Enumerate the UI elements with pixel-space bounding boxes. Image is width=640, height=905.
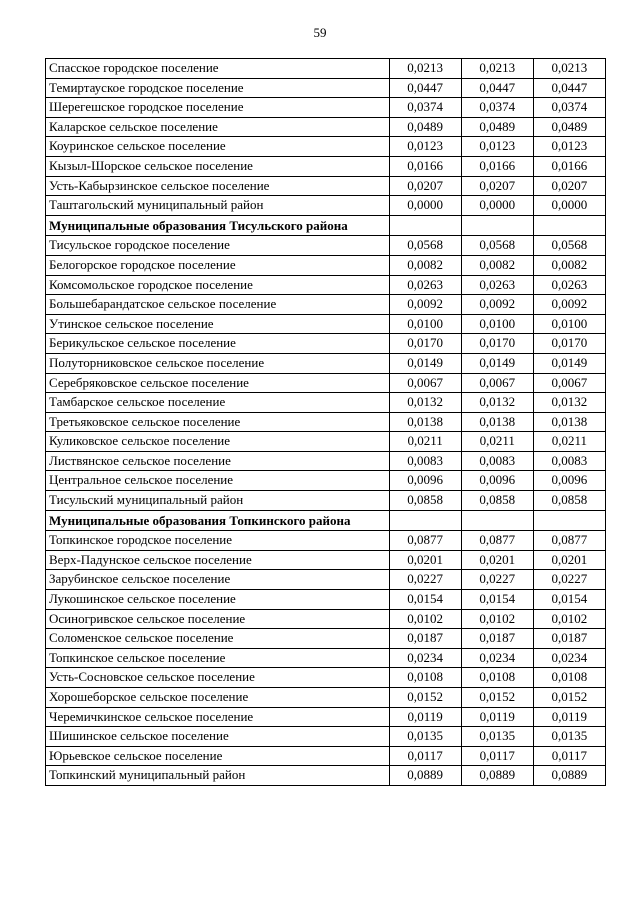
table-row (46, 295, 606, 315)
value-cell-2: 0,0083 (461, 451, 533, 471)
value-cell-3: 0,0152 (533, 688, 605, 708)
value-cell-1: 0,0067 (389, 373, 461, 393)
value-cell-3: 0,0877 (533, 531, 605, 551)
value-cell-3: 0,0187 (533, 629, 605, 649)
table-row (46, 314, 606, 334)
value-cell-3: 0,0234 (533, 648, 605, 668)
value-cell-1: 0,0166 (389, 156, 461, 176)
value-cell-3: 0,0211 (533, 432, 605, 452)
table-row (46, 255, 606, 275)
table-row (46, 176, 606, 196)
value-cell-2: 0,0213 (461, 59, 533, 79)
settlement-name: Тисульский муниципальный район (46, 491, 390, 511)
value-cell-3: 0,0154 (533, 590, 605, 610)
table-row (46, 491, 606, 511)
value-cell-3: 0,0858 (533, 491, 605, 511)
section-title: Муниципальные образования Тисульского района (46, 215, 390, 236)
settlement-name: Полуторниковское сельское поселение (46, 353, 390, 373)
value-cell-1 (389, 510, 461, 531)
value-cell-1: 0,0263 (389, 275, 461, 295)
settlement-name: Белогорское городское поселение (46, 255, 390, 275)
table-row (46, 156, 606, 176)
value-cell-2: 0,0374 (461, 98, 533, 118)
value-cell-3: 0,0083 (533, 451, 605, 471)
value-cell-2: 0,0102 (461, 609, 533, 629)
value-cell-3: 0,0092 (533, 295, 605, 315)
table-row (46, 59, 606, 79)
value-cell-3: 0,0447 (533, 78, 605, 98)
value-cell-3: 0,0138 (533, 412, 605, 432)
value-cell-2: 0,0082 (461, 255, 533, 275)
value-cell-2: 0,0117 (461, 746, 533, 766)
value-cell-3: 0,0213 (533, 59, 605, 79)
value-cell-2: 0,0858 (461, 491, 533, 511)
value-cell-1: 0,0858 (389, 491, 461, 511)
value-cell-3: 0,0123 (533, 137, 605, 157)
value-cell-3: 0,0374 (533, 98, 605, 118)
value-cell-1: 0,0877 (389, 531, 461, 551)
value-cell-2: 0,0123 (461, 137, 533, 157)
value-cell-2: 0,0152 (461, 688, 533, 708)
value-cell-2: 0,0092 (461, 295, 533, 315)
value-cell-2: 0,0187 (461, 629, 533, 649)
value-cell-2: 0,0234 (461, 648, 533, 668)
value-cell-3: 0,0082 (533, 255, 605, 275)
table-row (46, 78, 606, 98)
value-cell-1: 0,0213 (389, 59, 461, 79)
value-cell-3: 0,0000 (533, 196, 605, 216)
table-row (46, 766, 606, 786)
settlement-name: Топкинское сельское поселение (46, 648, 390, 668)
value-cell-2: 0,0096 (461, 471, 533, 491)
settlement-name: Лукошинское сельское поселение (46, 590, 390, 610)
value-cell-1: 0,0170 (389, 334, 461, 354)
table-row (46, 570, 606, 590)
section-title: Муниципальные образования Топкинского района (46, 510, 390, 531)
settlement-name: Куликовское сельское поселение (46, 432, 390, 452)
settlement-name: Большебарандатское сельское поселение (46, 295, 390, 315)
value-cell-1: 0,0000 (389, 196, 461, 216)
settlement-name: Шишинское сельское поселение (46, 727, 390, 747)
settlement-name: Таштагольский муниципальный район (46, 196, 390, 216)
table-row (46, 746, 606, 766)
value-cell-1: 0,0123 (389, 137, 461, 157)
table-row (46, 727, 606, 747)
value-cell-1: 0,0447 (389, 78, 461, 98)
value-cell-2: 0,0119 (461, 707, 533, 727)
value-cell-3: 0,0149 (533, 353, 605, 373)
table-row (46, 432, 606, 452)
settlement-name: Комсомольское городское поселение (46, 275, 390, 295)
settlement-name: Коуринское сельское поселение (46, 137, 390, 157)
value-cell-3: 0,0100 (533, 314, 605, 334)
value-cell-2: 0,0263 (461, 275, 533, 295)
settlement-name: Берикульское сельское поселение (46, 334, 390, 354)
table-row (46, 471, 606, 491)
value-cell-3: 0,0263 (533, 275, 605, 295)
table-row (46, 451, 606, 471)
value-cell-1: 0,0889 (389, 766, 461, 786)
settlement-name: Хорошеборское сельское поселение (46, 688, 390, 708)
value-cell-1: 0,0149 (389, 353, 461, 373)
table-row (46, 412, 606, 432)
table-row (46, 707, 606, 727)
table-row (46, 353, 606, 373)
table-row (46, 393, 606, 413)
table-row (46, 668, 606, 688)
settlement-name: Усть-Кабырзинское сельское поселение (46, 176, 390, 196)
value-cell-2: 0,0877 (461, 531, 533, 551)
settlement-name: Соломенское сельское поселение (46, 629, 390, 649)
value-cell-3: 0,0102 (533, 609, 605, 629)
value-cell-3: 0,0108 (533, 668, 605, 688)
table-row (46, 236, 606, 256)
settlement-name: Топкинское городское поселение (46, 531, 390, 551)
table-row (46, 334, 606, 354)
settlement-name: Шерегешское городское поселение (46, 98, 390, 118)
value-cell-2: 0,0135 (461, 727, 533, 747)
value-cell-1: 0,0187 (389, 629, 461, 649)
value-cell-2: 0,0889 (461, 766, 533, 786)
value-cell-1: 0,0152 (389, 688, 461, 708)
value-cell-2: 0,0108 (461, 668, 533, 688)
value-cell-3: 0,0119 (533, 707, 605, 727)
value-cell-2: 0,0132 (461, 393, 533, 413)
value-cell-1: 0,0234 (389, 648, 461, 668)
value-cell-1: 0,0108 (389, 668, 461, 688)
table-row (46, 531, 606, 551)
value-cell-2: 0,0227 (461, 570, 533, 590)
settlement-name: Третьяковское сельское поселение (46, 412, 390, 432)
settlements-table (45, 58, 606, 786)
value-cell-3: 0,0067 (533, 373, 605, 393)
settlement-name: Темиртауское городское поселение (46, 78, 390, 98)
value-cell-2: 0,0170 (461, 334, 533, 354)
value-cell-3: 0,0568 (533, 236, 605, 256)
value-cell-1: 0,0082 (389, 255, 461, 275)
value-cell-2: 0,0166 (461, 156, 533, 176)
settlement-name: Усть-Сосновское сельское поселение (46, 668, 390, 688)
value-cell-3: 0,0201 (533, 550, 605, 570)
table-row (46, 275, 606, 295)
value-cell-3 (533, 510, 605, 531)
value-cell-2 (461, 215, 533, 236)
value-cell-3: 0,0117 (533, 746, 605, 766)
table-row (46, 550, 606, 570)
value-cell-1: 0,0201 (389, 550, 461, 570)
settlement-name: Зарубинское сельское поселение (46, 570, 390, 590)
value-cell-2: 0,0207 (461, 176, 533, 196)
value-cell-3: 0,0227 (533, 570, 605, 590)
settlement-name: Утинское сельское поселение (46, 314, 390, 334)
value-cell-1: 0,0083 (389, 451, 461, 471)
value-cell-1: 0,0489 (389, 117, 461, 137)
value-cell-1: 0,0100 (389, 314, 461, 334)
value-cell-2: 0,0568 (461, 236, 533, 256)
settlement-name: Кызыл-Шорское сельское поселение (46, 156, 390, 176)
value-cell-1: 0,0092 (389, 295, 461, 315)
settlement-name: Спасское городское поселение (46, 59, 390, 79)
value-cell-2: 0,0154 (461, 590, 533, 610)
table-row (46, 137, 606, 157)
value-cell-3: 0,0170 (533, 334, 605, 354)
value-cell-2: 0,0201 (461, 550, 533, 570)
value-cell-2: 0,0000 (461, 196, 533, 216)
table-row (46, 117, 606, 137)
settlement-name: Центральное сельское поселение (46, 471, 390, 491)
value-cell-3: 0,0135 (533, 727, 605, 747)
value-cell-2: 0,0211 (461, 432, 533, 452)
table-row (46, 196, 606, 216)
section-header-row (46, 215, 606, 236)
value-cell-1: 0,0096 (389, 471, 461, 491)
table-row (46, 373, 606, 393)
settlement-name: Тамбарское сельское поселение (46, 393, 390, 413)
value-cell-3: 0,0489 (533, 117, 605, 137)
settlement-name: Верх-Падунское сельское поселение (46, 550, 390, 570)
section-header-row (46, 510, 606, 531)
value-cell-2: 0,0447 (461, 78, 533, 98)
value-cell-2: 0,0138 (461, 412, 533, 432)
settlement-name: Серебряковское сельское поселение (46, 373, 390, 393)
value-cell-1: 0,0117 (389, 746, 461, 766)
table-row (46, 648, 606, 668)
settlement-name: Черемичкинское сельское поселение (46, 707, 390, 727)
value-cell-1: 0,0227 (389, 570, 461, 590)
settlement-name: Каларское сельское поселение (46, 117, 390, 137)
value-cell-1: 0,0135 (389, 727, 461, 747)
value-cell-1: 0,0207 (389, 176, 461, 196)
table-row (46, 590, 606, 610)
value-cell-3: 0,0166 (533, 156, 605, 176)
value-cell-1: 0,0119 (389, 707, 461, 727)
value-cell-2: 0,0489 (461, 117, 533, 137)
value-cell-2: 0,0067 (461, 373, 533, 393)
table-row (46, 609, 606, 629)
settlement-name: Юрьевское сельское поселение (46, 746, 390, 766)
value-cell-1 (389, 215, 461, 236)
value-cell-1: 0,0211 (389, 432, 461, 452)
value-cell-1: 0,0154 (389, 590, 461, 610)
settlement-name: Осиногривское сельское поселение (46, 609, 390, 629)
settlement-name: Листвянское сельское поселение (46, 451, 390, 471)
value-cell-1: 0,0138 (389, 412, 461, 432)
value-cell-2: 0,0149 (461, 353, 533, 373)
settlement-name: Топкинский муниципальный район (46, 766, 390, 786)
value-cell-3: 0,0889 (533, 766, 605, 786)
value-cell-2 (461, 510, 533, 531)
value-cell-1: 0,0374 (389, 98, 461, 118)
value-cell-2: 0,0100 (461, 314, 533, 334)
value-cell-3: 0,0096 (533, 471, 605, 491)
value-cell-3: 0,0207 (533, 176, 605, 196)
value-cell-3: 0,0132 (533, 393, 605, 413)
value-cell-1: 0,0102 (389, 609, 461, 629)
table-row (46, 629, 606, 649)
value-cell-3 (533, 215, 605, 236)
settlement-name: Тисульское городское поселение (46, 236, 390, 256)
table-row (46, 98, 606, 118)
table-row (46, 688, 606, 708)
value-cell-1: 0,0132 (389, 393, 461, 413)
value-cell-1: 0,0568 (389, 236, 461, 256)
page-number: 59 (313, 25, 327, 40)
